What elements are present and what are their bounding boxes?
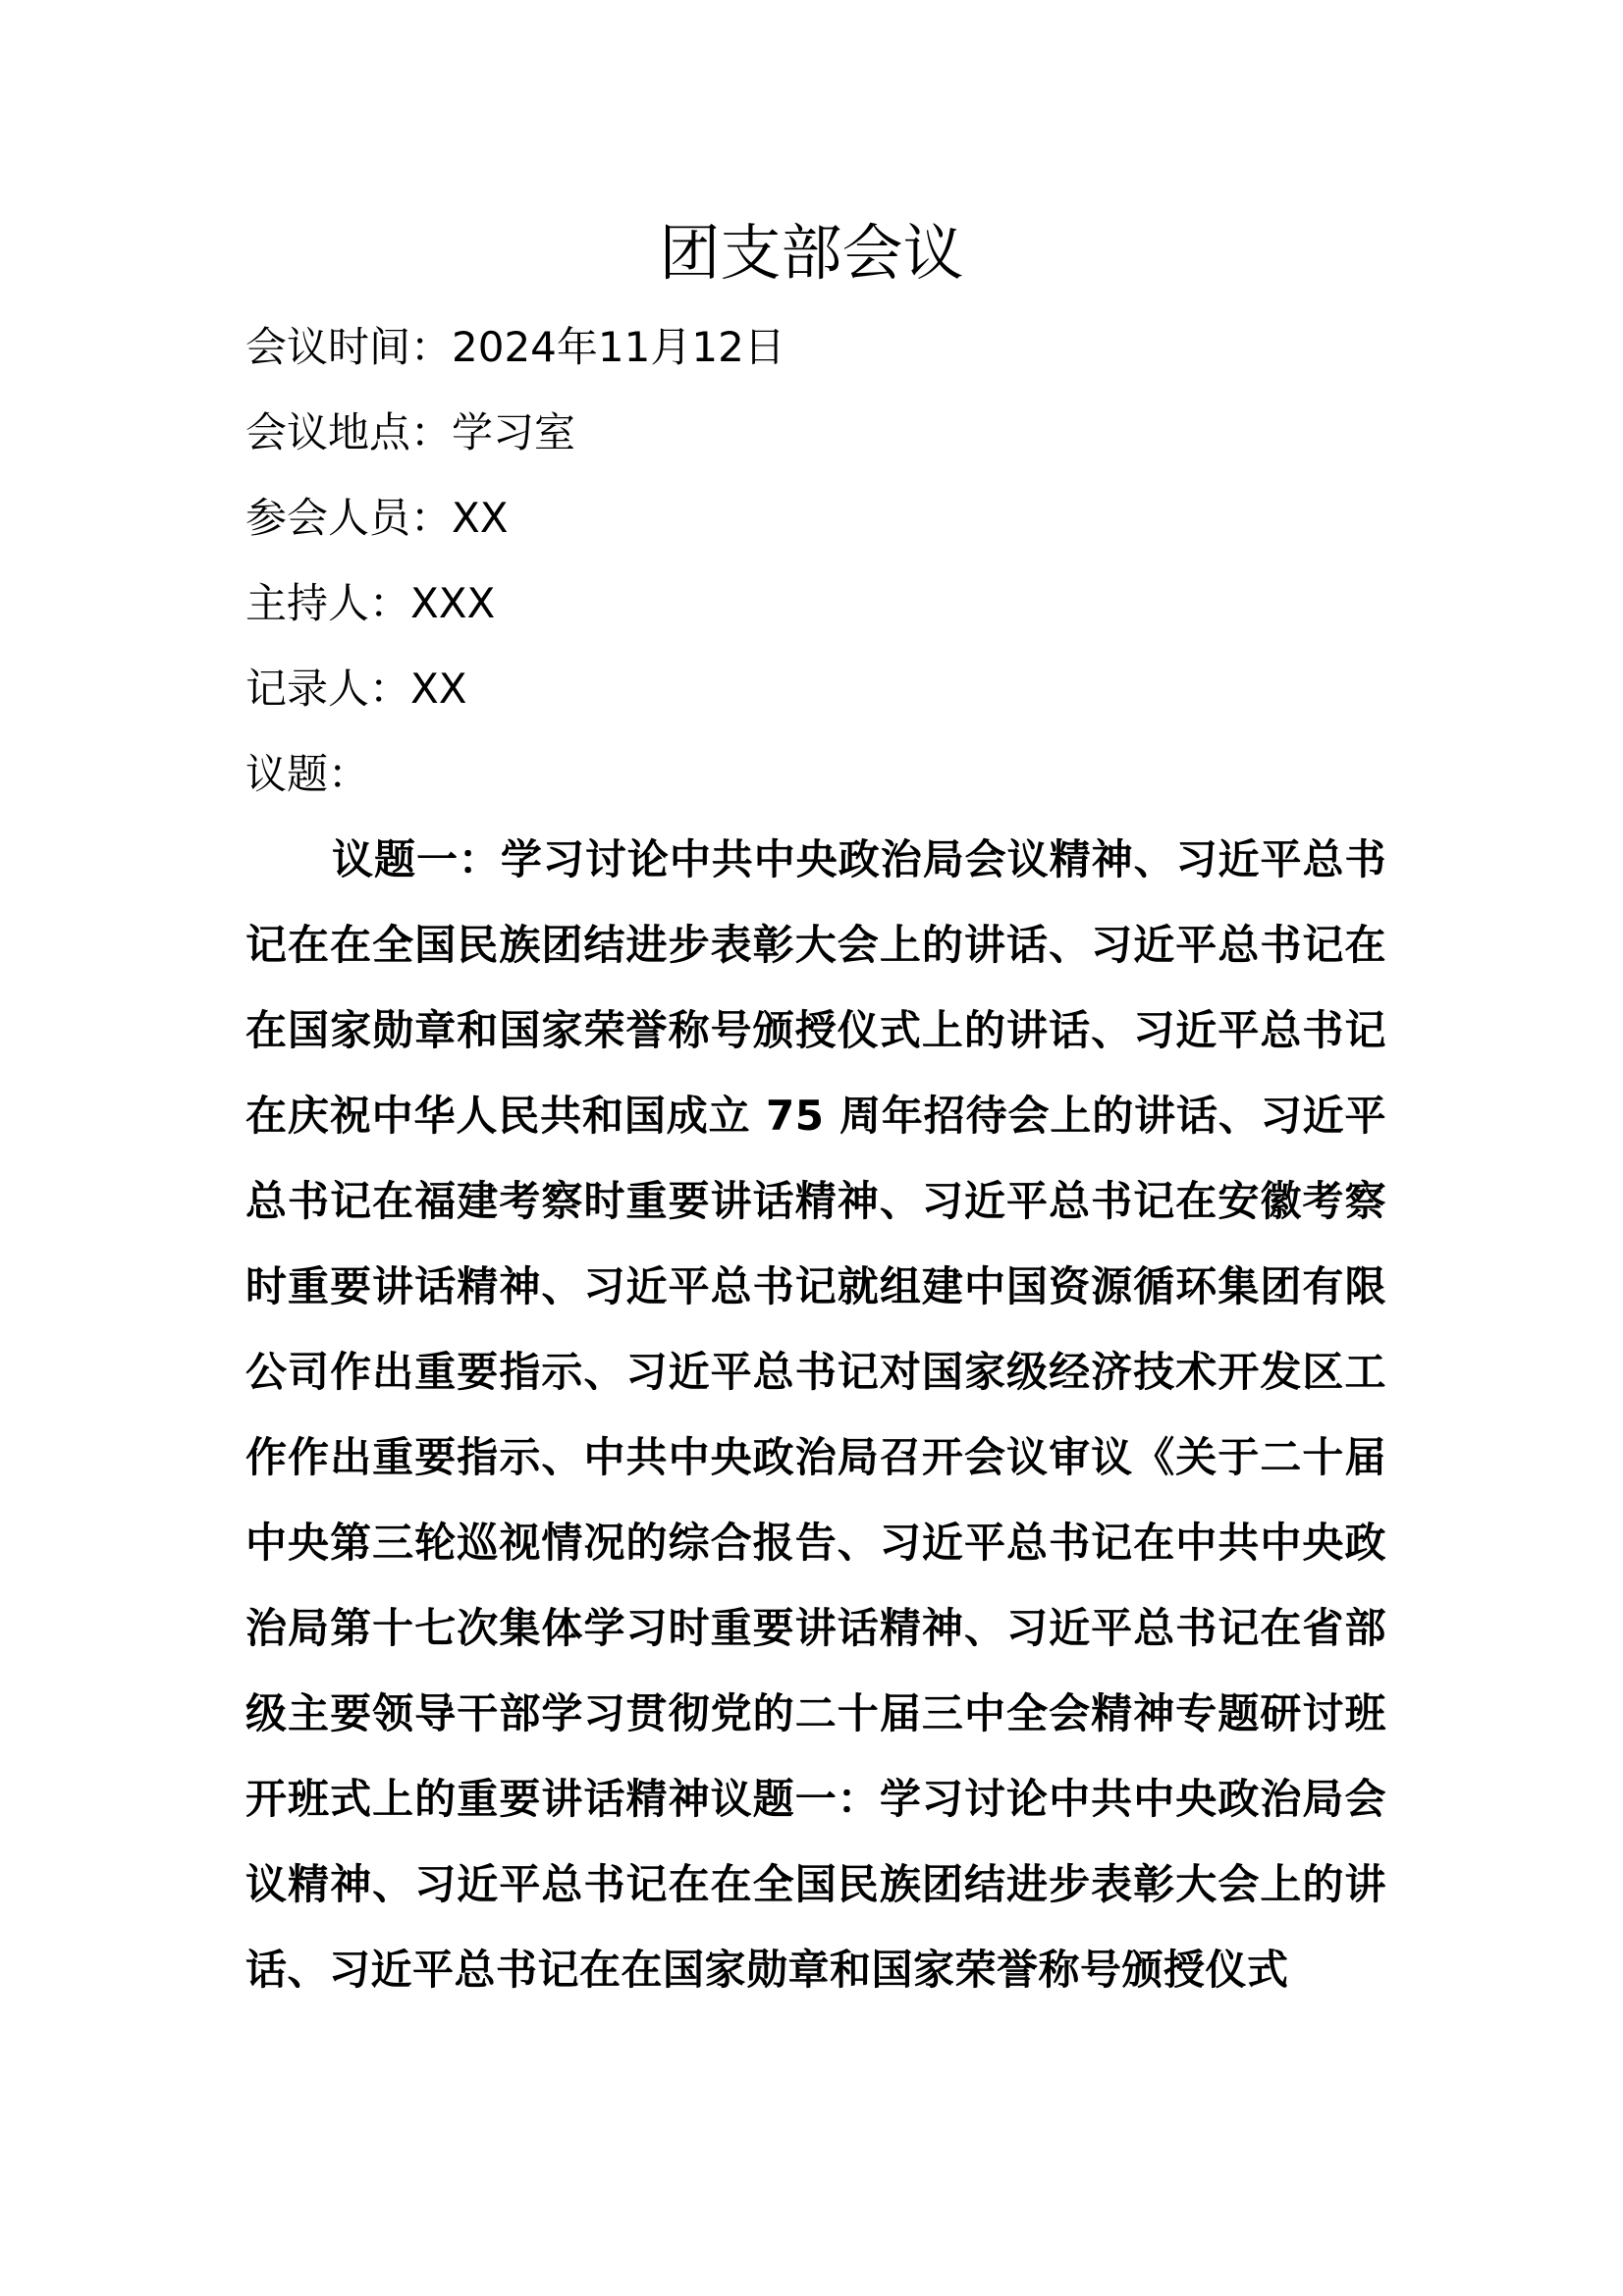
host-line <box>245 561 1384 646</box>
meeting-time-line <box>245 304 1384 390</box>
document-title: 团支部会议 <box>659 217 964 289</box>
recorder-value: XX <box>410 665 467 713</box>
attendees-line <box>245 475 1384 561</box>
agenda-item-paragraph: 议题一：学习讨论中共中央政治局会议精神、习近平总书记在在全国民族团结进步表彰大会上的讲话、习近平总书记在在国家勋章和国家荣誉称号颁授仪式上的讲话、习近平总书记在庆祝中华人民共和国成立 75 周年招待会上的讲话、习近平总书记在福建考察时重要讲话精神、习近平总书记在安徽考察时重要讲话精神、习近平总书记就组建中国资源循环集团有限公司作出重要指示、习近平总书记对国家级经济技术开发区工作作出重要指示、中共中央政治局召开会议审议《关于二十届中央第三轮巡视情况的综合报告、习近平总书记在中共中央政治局第十七次集体学习时重要讲话精神、习近平总书记在省部级主要领导干部学习贯彻党的二十届三中全会精神专题研讨班开班式上的重要讲话精神议题一：学习讨论中共中央政治局会议精神、习近平总书记在在全国民族团结进步表彰大会上的讲话、习近平总书记在在国家勋章和国家荣誉称号颁授仪式 <box>245 835 1386 1994</box>
meeting-info-list <box>245 304 1384 817</box>
recorder-line <box>245 646 1384 731</box>
recorder-label: 记录人： <box>245 665 411 713</box>
meeting-location-value: 学习室 <box>452 408 576 456</box>
host-label: 主持人： <box>245 579 411 627</box>
attendees-value: XX <box>452 494 509 542</box>
meeting-location-label: 会议地点： <box>245 408 453 456</box>
meeting-location-line <box>245 390 1384 475</box>
attendees-label: 参会人员： <box>245 494 453 542</box>
host-value: XXX <box>410 579 496 627</box>
meeting-time-label: 会议时间： <box>245 323 453 371</box>
agenda-heading-line <box>245 731 1384 817</box>
agenda-label: 议题： <box>245 750 370 798</box>
meeting-time-value: 2024年11月12日 <box>452 323 785 371</box>
